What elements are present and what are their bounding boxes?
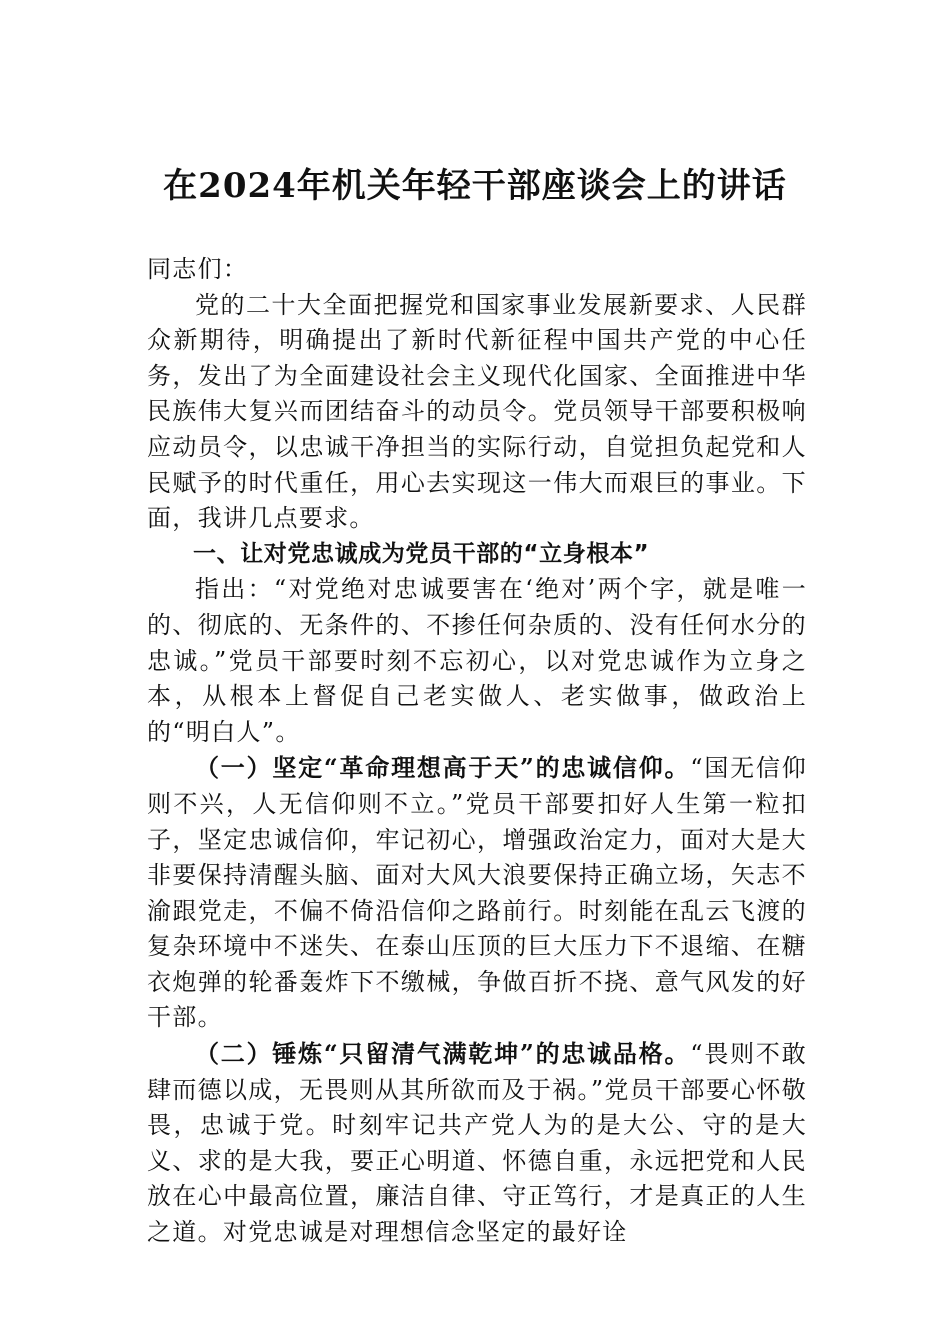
section-heading-1: 一、让对党忠诚成为党员干部的“立身根本” <box>193 540 650 567</box>
salutation: 同志们： <box>147 255 249 283</box>
subsection-2-heading: （二）锤炼“只留清气满乾坤”的忠诚品格。 <box>195 1039 691 1069</box>
subsection-1-text: “国无信仰则不兴，人无信仰则不立。”党员干部要扣好人生第一粒扣子，坚定忠诚信仰，牢记初心，增强政治定力，面对大是大非要保持清醒头脑、面对大风大浪要保持正确立场，矢志不渝跟党走，不偏不倚沿信仰之路前行。时刻能在乱云飞渡的复杂环境中不迷失、在泰山压顶的巨大压力下不退缩、在糖衣炮弹的轮番轰炸下不缴械，争做百折不挠、意气风发的好干部。 <box>147 754 808 1032</box>
subsection-1-paragraph <box>147 750 807 1036</box>
subsection-1-heading: （一）坚定“革命理想高于天”的忠诚信仰。 <box>195 753 691 783</box>
document-title: 在2024年机关年轻干部座谈会上的讲话 <box>163 166 787 206</box>
subsection-2-text: “畏则不敢肆而德以成，无畏则从其所欲而及于祸。”党员干部要心怀敬畏，忠诚于党。时刻牢记共产党人为的是大公、守的是大义、求的是大我，要正心明道、怀德自重，永远把党和人民放在心中最高位置，廉洁自律、守正笃行，才是真正的人生之道。对党忠诚是对理想信念坚定的最好诠 <box>147 1040 808 1247</box>
document-body <box>147 252 807 1251</box>
subsection-2-paragraph <box>147 1036 807 1251</box>
intro-paragraph: 党的二十大全面把握党和国家事业发展新要求、人民群众新期待，明确提出了新时代新征程中国共产党的中心任务，发出了为全面建设社会主义现代化国家、全面推进中华民族伟大复兴而团结奋斗的动员令。党员领导干部要积极响应动员令，以忠诚干净担当的实际行动，自觉担负起党和人民赋予的时代重任，用心去实现这一伟大而艰巨的事业。下面，我讲几点要求。 <box>147 290 807 533</box>
section-1-paragraph: 指出：“对党绝对忠诚要害在‘绝对’两个字，就是唯一的、彻底的、无条件的、不掺任何杂质的、没有任何水分的忠诚。”党员干部要时刻不忘初心，以对党忠诚作为立身之本，从根本上督促自己老实做人、老实做事，做政治上的“明白人”。 <box>147 575 807 746</box>
